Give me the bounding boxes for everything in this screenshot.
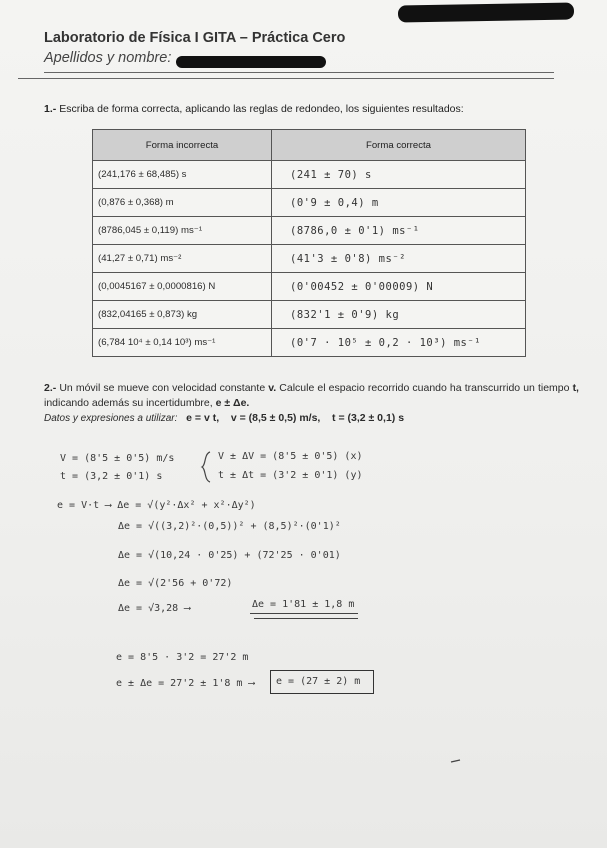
incorrect-cell: (6,784 10⁴ ± 0,14 10³) ms⁻¹ — [93, 329, 272, 357]
hw-line-step4: Δe = √3,28 ⟶ — [118, 603, 191, 614]
underline-2 — [254, 618, 358, 619]
correct-cell: (0'7 · 10⁵ ± 0,2 · 10³) ms⁻¹ — [272, 329, 526, 357]
table-row — [93, 301, 526, 329]
expr-v: v = (8,5 ± 0,5) m/s, — [230, 412, 321, 424]
correct-cell: (241 ± 70) s — [272, 161, 526, 189]
q2-var-e: e ± Δe. — [215, 397, 250, 409]
table-row — [93, 245, 526, 273]
incorrect-cell: (0,876 ± 0,368) m — [93, 189, 272, 217]
redaction-name — [176, 56, 326, 68]
incorrect-cell: (832,04165 ± 0,873) kg — [93, 301, 272, 329]
q2-text-c: indicando además su incertidumbre, — [44, 397, 213, 409]
document-title: Laboratorio de Física I GITA – Práctica Cero — [44, 30, 346, 46]
q2-var-v: v. — [268, 382, 277, 394]
data-label: Datos y expresiones a utilizar: — [44, 413, 178, 424]
header-rule-1 — [44, 72, 554, 73]
underline-1 — [250, 613, 358, 614]
hw-line-step1: Δe = √((3,2)²·(0,5))² + (8,5)²·(0'1)² — [118, 521, 341, 532]
incorrect-cell: (41,27 ± 0,71) ms⁻² — [93, 245, 272, 273]
hw-final-answer: e = (27 ± 2) m — [276, 676, 361, 687]
col-incorrect-header: Forma incorrecta — [93, 130, 272, 161]
hw-line-v-pm: V ± ΔV = (8'5 ± 0'5) (x) — [218, 451, 363, 462]
bracket-brace — [200, 450, 214, 484]
expr-e: e = v t, — [186, 412, 220, 424]
table-row — [93, 161, 526, 189]
correct-cell: (41'3 ± 0'8) ms⁻² — [272, 245, 526, 273]
header-rule-2 — [18, 78, 554, 79]
expr-t: t = (3,2 ± 0,1) s — [332, 412, 405, 424]
table-row — [93, 189, 526, 217]
incorrect-cell: (241,176 ± 68,485) s — [93, 161, 272, 189]
correct-cell: (0'00452 ± 0'00009) N — [272, 273, 526, 301]
hw-line-step2: Δe = √(10,24 · 0'25) + (72'25 · 0'01) — [118, 550, 341, 561]
question-2 — [44, 381, 579, 426]
q2-number: 2.- — [44, 382, 57, 394]
correct-cell: (832'1 ± 0'9) kg — [272, 301, 526, 329]
hw-line-t-pm: t ± Δt = (3'2 ± 0'1) (y) — [218, 470, 363, 481]
table-row — [93, 217, 526, 245]
hw-line-result-delta: Δe = 1'81 ± 1,8 m — [252, 599, 355, 610]
incorrect-cell: (0,0045167 ± 0,0000816) N — [93, 273, 272, 301]
q1-text: Escriba de forma correcta, aplicando las reglas de redondeo, los siguientes resultados: — [59, 103, 464, 115]
correct-cell: (8786,0 ± 0'1) ms⁻¹ — [272, 217, 526, 245]
table-row — [93, 273, 526, 301]
redaction-top — [398, 2, 574, 22]
rounding-table — [92, 129, 526, 357]
incorrect-cell: (8786,045 ± 0,119) ms⁻¹ — [93, 217, 272, 245]
correct-cell: (0'9 ± 0,4) m — [272, 189, 526, 217]
q2-var-t: t, — [572, 382, 579, 394]
hw-line-t: t = (3,2 ± 0'1) s — [60, 471, 163, 482]
hw-line-v: V = (8'5 ± 0'5) m/s — [60, 453, 175, 464]
hw-line-error-formula: e = V·t ⟶ Δe = √(y²·Δx² + x²·Δy²) — [57, 500, 256, 511]
name-label: Apellidos y nombre: — [44, 50, 172, 66]
q2-text-a: Un móvil se mueve con velocidad constante — [59, 382, 266, 394]
question-1 — [44, 103, 464, 115]
pen-stroke — [450, 758, 462, 764]
col-correct-header: Forma correcta — [272, 130, 526, 161]
q2-text-b: Calcule el espacio recorrido cuando ha transcurrido un tiempo — [279, 382, 570, 394]
table-row — [93, 329, 526, 357]
q1-number: 1.- — [44, 103, 57, 115]
hw-line-e-pm: e ± Δe = 27'2 ± 1'8 m ⟶ — [116, 678, 255, 689]
hw-line-step3: Δe = √(2'56 + 0'72) — [118, 578, 233, 589]
hw-line-e-value: e = 8'5 · 3'2 = 27'2 m — [116, 652, 249, 663]
